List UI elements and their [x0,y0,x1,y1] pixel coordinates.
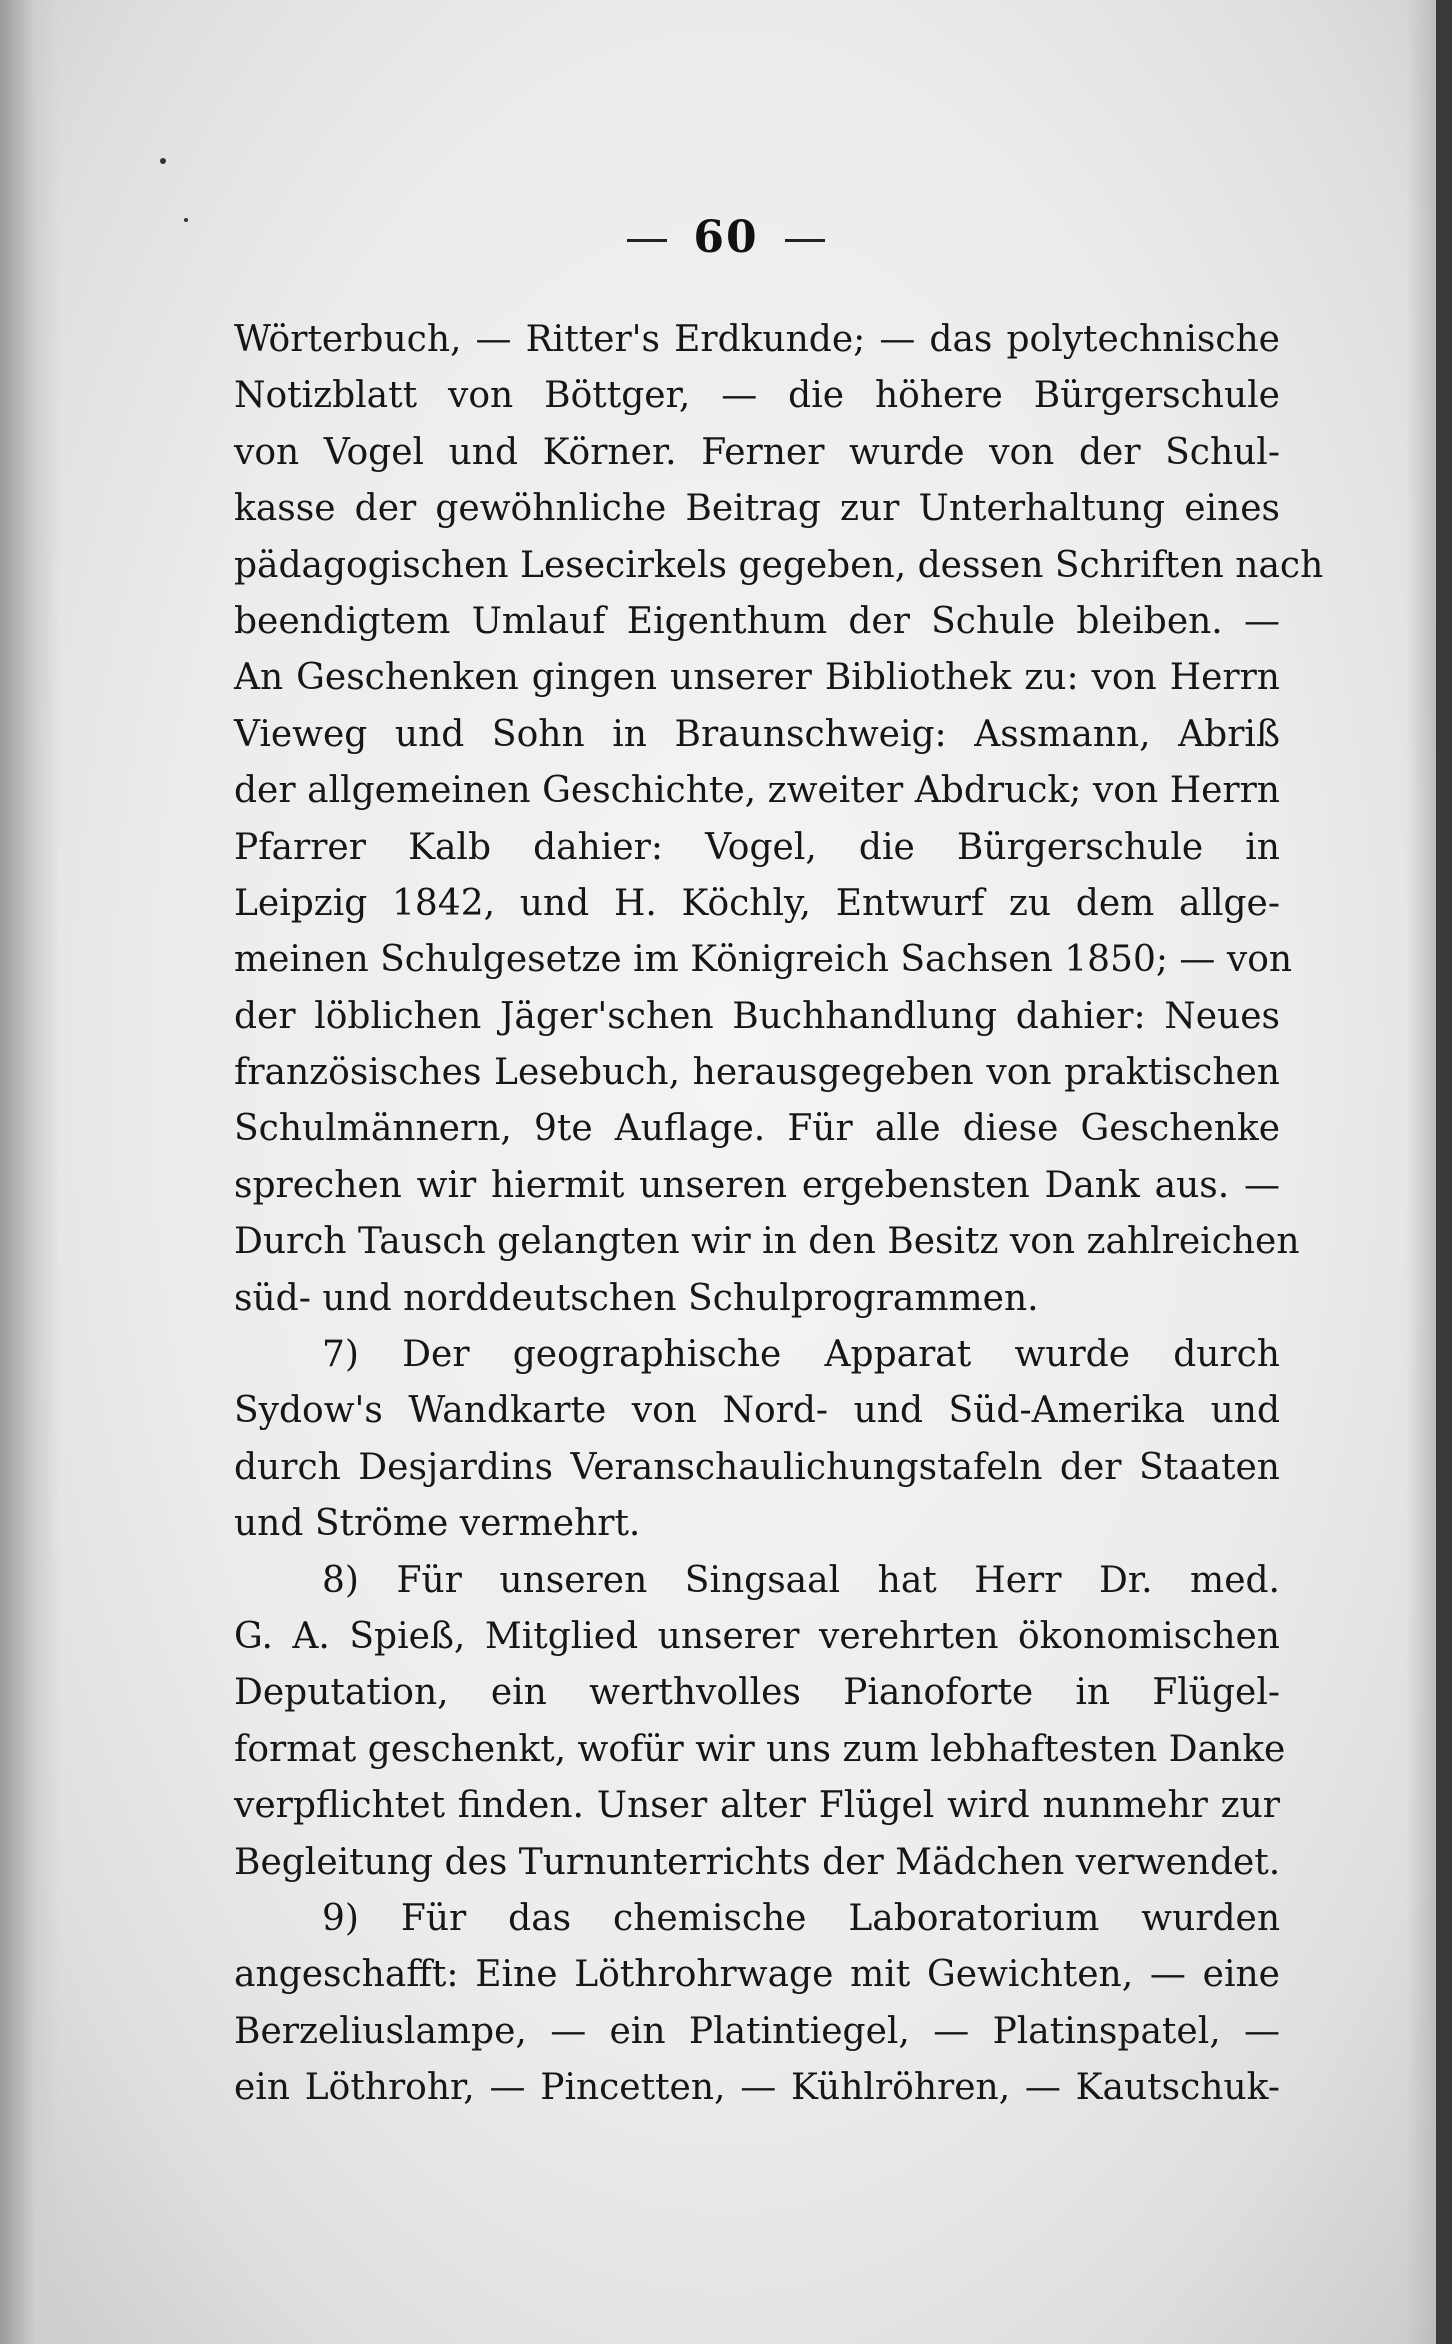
header-dash-right [785,239,825,242]
text-line: süd- und norddeutschen Schulprogrammen. [234,1277,1039,1319]
text-line: verpflichtet finden. Unser alter Flügel wird nunmehr zur [234,1785,1280,1827]
text-line: Sydow's Wandkarte von Nord- und Süd-Amerika und [234,1390,1280,1432]
header-dash-left [627,239,667,242]
text-line: Pfarrer Kalb dahier: Vogel, die Bürgerschule in [234,826,1280,868]
page-number: 60 [693,212,759,263]
ink-speck [160,158,166,164]
text-line: An Geschenken gingen unserer Bibliothek zu: von Herrn [234,657,1280,699]
body-text [234,312,1324,2117]
text-line: Berzeliuslampe, — ein Platintiegel, — Platinspatel, — [234,2010,1280,2052]
text-line: format geschenkt, wofür wir uns zum lebhaftesten Danke [234,1728,1286,1770]
text-line: Begleitung des Turnunterrichts der Mädchen verwendet. [234,1841,1281,1883]
page-right-fade [1406,0,1436,2344]
text-line: Schulmännern, 9te Auflage. Für alle diese Geschenke [234,1108,1280,1150]
page-right-edge [1436,0,1452,2344]
text-line: angeschafft: Eine Löthrohrwage mit Gewichten, — eine [234,1954,1280,1996]
page-left-shadow [0,0,60,2344]
page-header [0,212,1452,263]
text-line: beendigtem Umlauf Eigenthum der Schule bleiben. — [234,600,1280,642]
text-line: pädagogischen Lesecirkels gegeben, dessen Schriften nach [234,544,1324,586]
text-line: ein Löthrohr, — Pincetten, — Kühlröhren, — Kautschuk- [234,2067,1280,2109]
text-line: 7) Der geographische Apparat wurde durch [322,1334,1280,1376]
text-line: Durch Tausch gelangten wir in den Besitz von zahlreichen [234,1221,1300,1263]
text-line: 9) Für das chemische Laboratorium wurden [322,1897,1280,1939]
text-line: Wörterbuch, — Ritter's Erdkunde; — das polytechnische [234,319,1280,360]
text-line: der allgemeinen Geschichte, zweiter Abdruck; von Herrn [234,770,1280,812]
text-line: sprechen wir hiermit unseren ergebensten Dank aus. — [234,1164,1280,1206]
text-line: französisches Lesebuch, herausgegeben von praktischen [234,1052,1280,1094]
text-line: G. A. Spieß, Mitglied unserer verehrten ökonomischen [234,1615,1280,1657]
text-line: von Vogel und Körner. Ferner wurde von der Schul- [234,431,1280,473]
text-line: und Ströme vermehrt. [234,1503,641,1545]
text-line: kasse der gewöhnliche Beitrag zur Unterhaltung eines [234,488,1280,530]
text-line: 8) Für unseren Singsaal hat Herr Dr. med. [322,1559,1280,1601]
text-line: Notizblatt von Böttger, — die höhere Bürgerschule [234,375,1280,417]
text-line: der löblichen Jäger'schen Buchhandlung dahier: Neues [234,995,1280,1037]
text-line: Vieweg und Sohn in Braunschweig: Assmann, Abriß [234,713,1280,755]
text-line: Deputation, ein werthvolles Pianoforte in Flügel- [234,1672,1280,1714]
text-line: meinen Schulgesetze im Königreich Sachsen 1850; — von [234,939,1293,981]
text-line: Leipzig 1842, und H. Köchly, Entwurf zu dem allge- [234,882,1280,924]
text-line: durch Desjardins Veranschaulichungstafeln der Staaten [234,1446,1280,1488]
